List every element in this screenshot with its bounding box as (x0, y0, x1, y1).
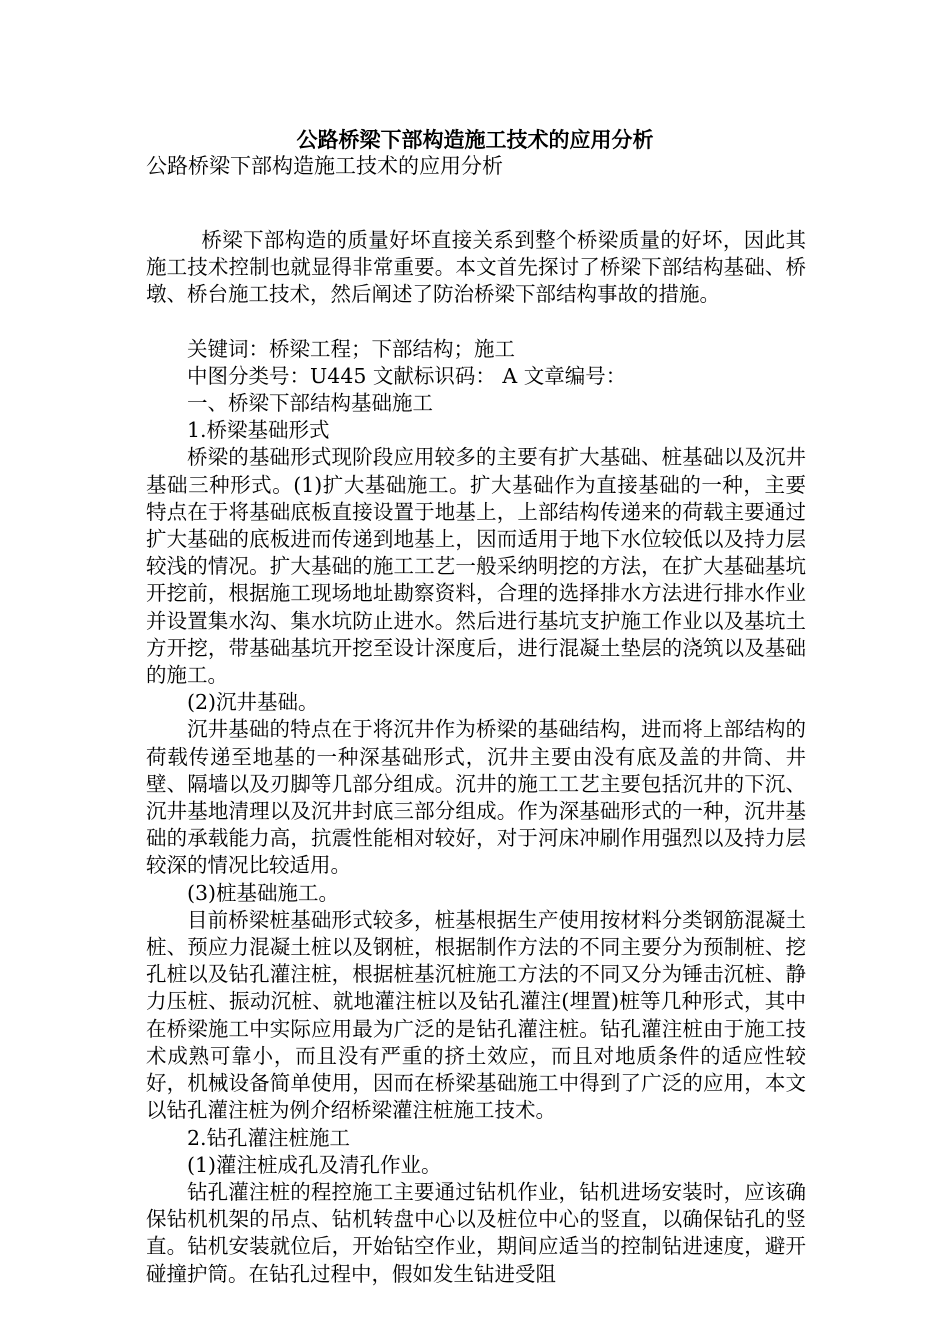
item-heading: (2)沉井基础。 (187, 690, 319, 715)
spacer (146, 309, 806, 336)
spacer (146, 200, 806, 227)
subsection-heading: 1.桥梁基础形式 (187, 418, 330, 443)
item-heading: (3)桩基础施工。 (187, 880, 340, 905)
abstract-paragraph: 桥梁下部构造的质量好坏直接关系到整个桥梁质量的好坏，因此其施工技术控制也就显得非常重要。本文首先探讨了桥梁下部结构基础、桥墩、桥台施工技术，然后阐述了防治桥梁下部结构事故的措施。 (146, 228, 806, 307)
subsection-heading: 2.钻孔灌注桩施工 (187, 1125, 351, 1150)
keywords-line: 关键词：桥梁工程；下部结构；施工 (187, 336, 515, 361)
body-paragraph: 桥梁的基础形式现阶段应用较多的主要有扩大基础、桩基础以及沉井基础三种形式。(1)扩大基础施工。扩大基础作为直接基础的一种，主要特点在于将基础底板直接设置于地基上，上部结构传递来的荷载主要通过扩大基础的底板进而传递到地基上，因而适用于地下水位较低以及持力层较浅的情况。扩大基础的施工工艺一般采纳明挖的方法，在扩大基础基坑开挖前，根据施工现场地址勘察资料，合理的选择排水方法进行排水作业并设置集水沟、集水坑防止进水。然后进行基坑支护施工作业以及基坑土方开挖，带基础基坑开挖至设计深度后，进行混凝土垫层的浇筑以及基础的施工。 (146, 445, 806, 688)
section-heading: 一、桥梁下部结构基础施工 (187, 391, 433, 416)
body-paragraph: 沉井基础的特点在于将沉井作为桥梁的基础结构，进而将上部结构的荷载传递至地基的一种深基础形式，沉井主要由没有底及盖的井筒、井壁、隔墙以及刃脚等几部分组成。沉井的施工工艺主要包括沉井的下沉、沉井基地清理以及沉井封底三部分组成。作为深基础形式的一种，沉井基础的承载能力高，抗震性能相对较好，对于河床冲刷作用强烈以及持力层较深的情况比较适用。 (146, 717, 806, 878)
body-paragraph: 钻孔灌注桩的程控施工主要通过钻机作业，钻机进场安装时，应该确保钻机机架的吊点、钻机转盘中心以及桩位中心的竖直，以确保钻孔的竖直。钻机安装就位后，开始钻空作业，期间应适当的控制钻进速度，避开碰撞护筒。在钻孔过程中，假如发生钻进受阻 (146, 1179, 806, 1286)
document-body (146, 200, 806, 1288)
item-heading: (1)灌注桩成孔及清孔作业。 (187, 1152, 442, 1177)
document-title: 公路桥梁下部构造施工技术的应用分析 (296, 127, 654, 152)
document-subtitle: 公路桥梁下部构造施工技术的应用分析 (146, 154, 503, 178)
body-paragraph: 目前桥梁桩基础形式较多，桩基根据生产使用按材料分类钢筋混凝土桩、预应力混凝土桩以及钢桩，根据制作方法的不同主要分为预制桩、挖孔桩以及钻孔灌注桩，根据桩基沉桩施工方法的不同又分为锤击沉桩、静力压桩、振动沉桩、就地灌注桩以及钻孔灌注(埋置)桩等几种形式，其中在桥梁施工中实际应用最为广泛的是钻孔灌注桩。钻孔灌注桩由于施工技术成熟可靠小，而且没有严重的挤土效应，而且对地质条件的适应性较好，机械设备简单使用，因而在桥梁基础施工中得到了广泛的应用，本文以钻孔灌注桩为例介绍桥梁灌注桩施工技术。 (146, 907, 806, 1123)
classification-line: 中图分类号：U445 文献标识码： A 文章编号： (187, 363, 627, 388)
